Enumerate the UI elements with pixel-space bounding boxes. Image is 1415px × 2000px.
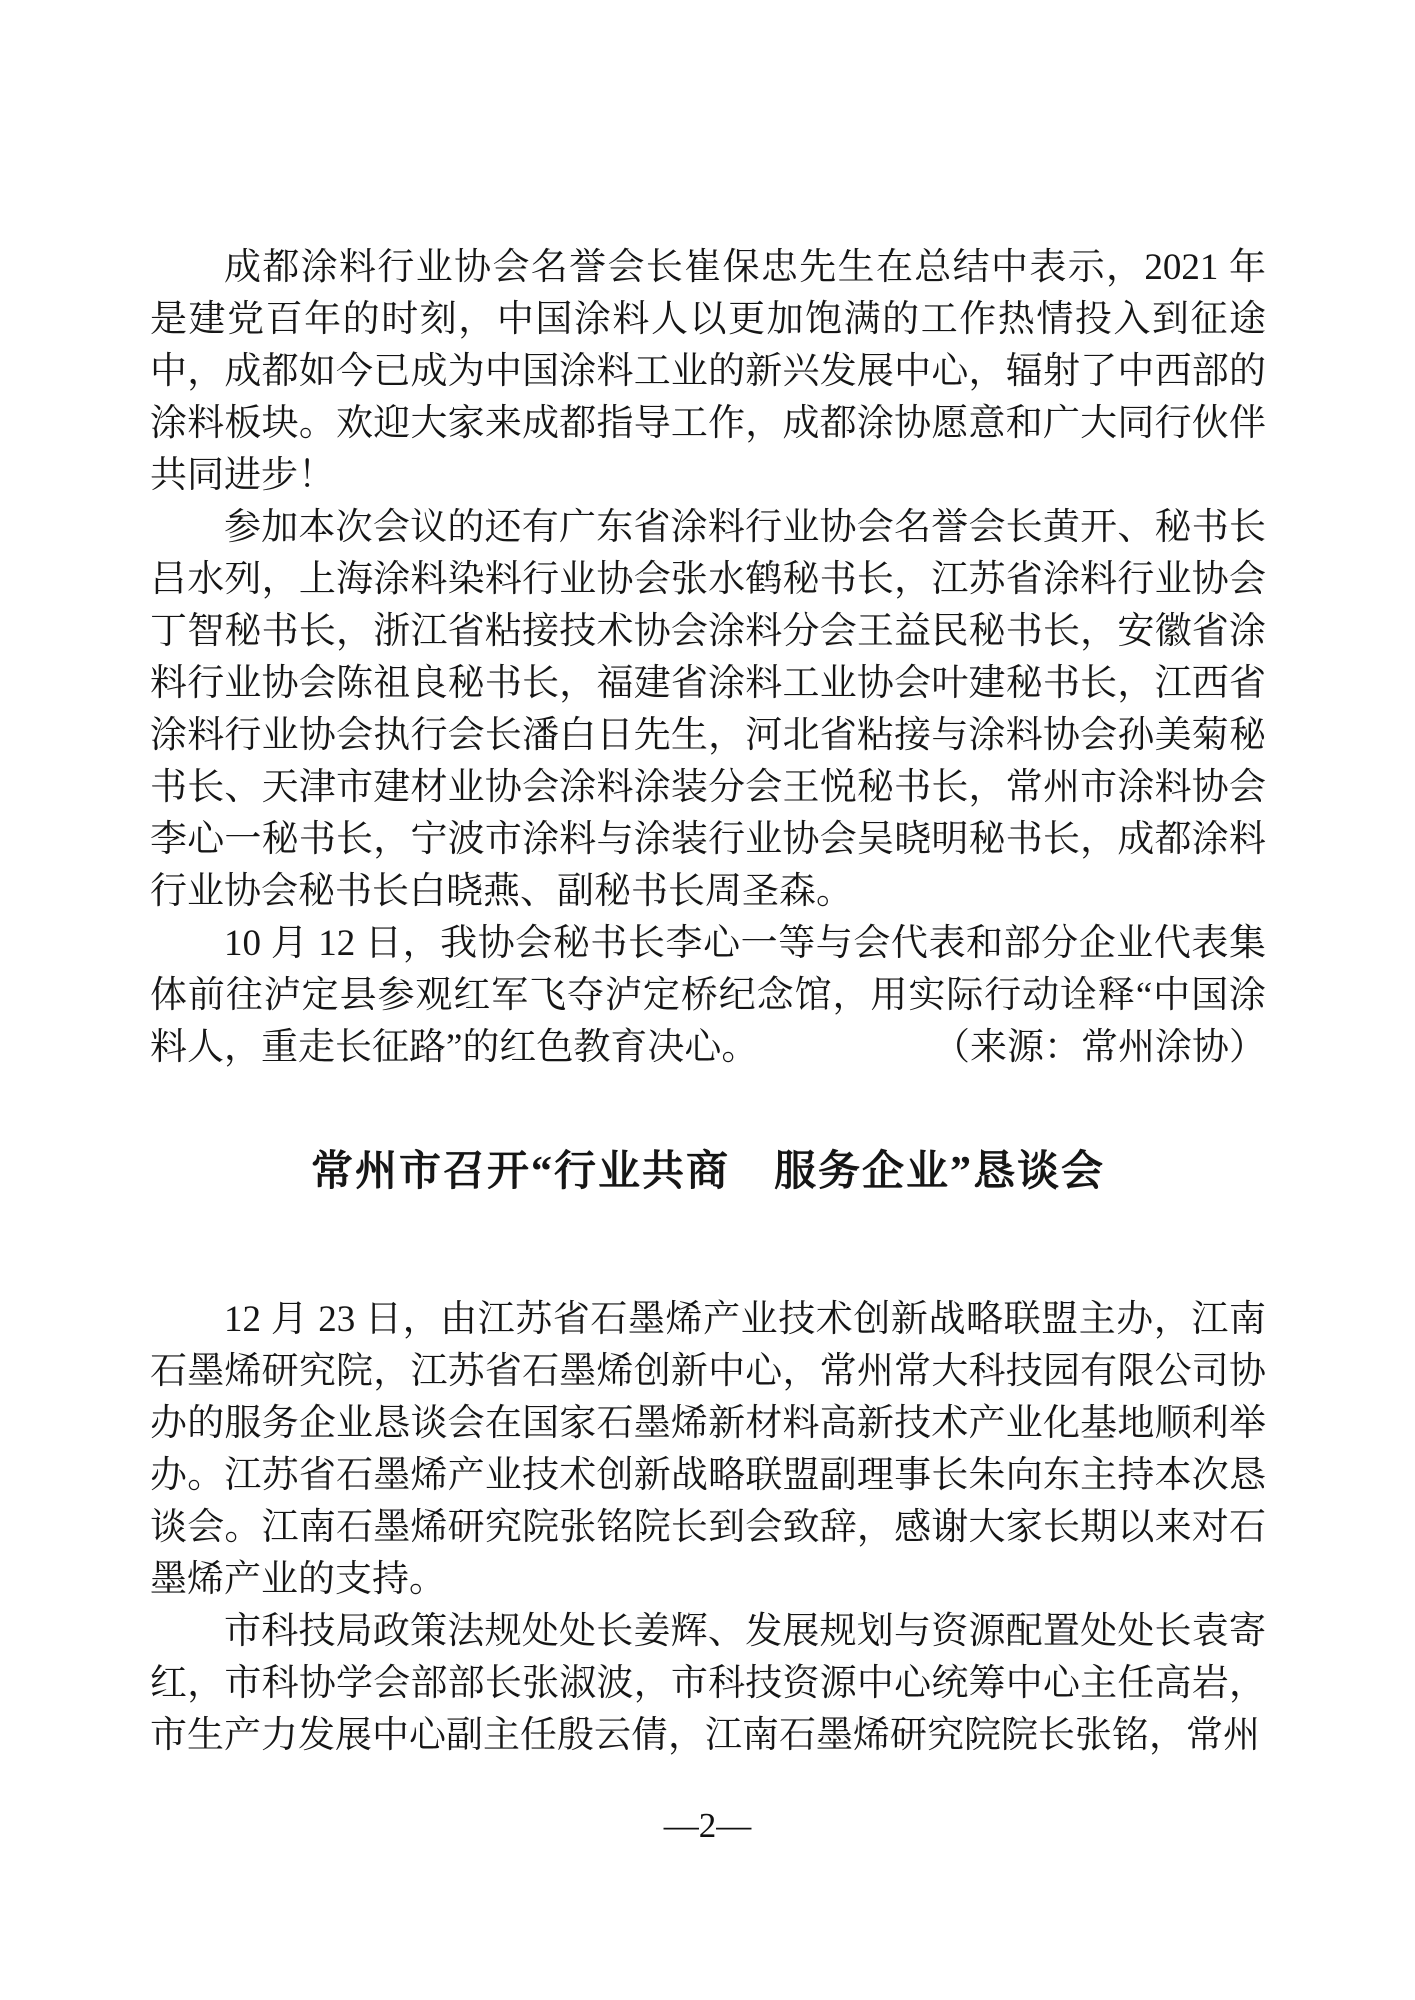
paragraph-meeting-intro: 12 月 23 日，由江苏省石墨烯产业技术创新战略联盟主办，江南石墨烯研究院，江苏省石墨烯创新中心，常州常大科技园有限公司协办的服务企业恳谈会在国家石墨烯新材料高新技术产业化基地顺利举办。江苏省石墨烯产业技术创新战略联盟副理事长朱向东主持本次恳谈会。江南石墨烯研究院张铭院长到会致辞，感谢大家长期以来对石墨烯产业的支持。 [150,1299,1266,1600]
paragraph-luding-visit-text: 10 月 12 日，我协会秘书长李心一等与会代表和部分企业代表集体前往泸定县参观红军飞夺泸定桥纪念馆，用实际行动诠释“中国涂料人，重走长征路”的红色教育决心。 [150,923,1266,1068]
page-number: —2— [663,1806,752,1845]
paragraph-summary-remarks: 成都涂料行业协会名誉会长崔保忠先生在总结中表示，2021 年是建党百年的时刻，中国涂料人以更加饱满的工作热情投入到征途中，成都如今已成为中国涂料工业的新兴发展中心，辐射了中西部的涂料板块。欢迎大家来成都指导工作，成都涂协愿意和广大同行伙伴共同进步！ [150,247,1266,496]
source-attribution: （来源：常州涂协） [933,1027,1266,1068]
article-title: 常州市召开“行业共商 服务企业”恳谈会 [310,1149,1105,1195]
paragraph-luding-visit [150,918,1266,1074]
page-content [150,0,1266,1762]
paragraph-attendee-list: 参加本次会议的还有广东省涂料行业协会名誉会长黄开、秘书长吕水列，上海涂料染料行业协会张水鹤秘书长，江苏省涂料行业协会丁智秘书长，浙江省粘接技术协会涂料分会王益民秘书长，安徽省涂料行业协会陈祖良秘书长，福建省涂料工业协会叶建秘书长，江西省涂料行业协会执行会长潘白日先生，河北省粘接与涂料协会孙美菊秘书长、天津市建材业协会涂料涂装分会王悦秘书长，常州市涂料协会李心一秘书长，宁波市涂料与涂装行业协会吴晓明秘书长，成都涂料行业协会秘书长白晓燕、副秘书长周圣森。 [150,507,1266,912]
paragraph-meeting-officials: 市科技局政策法规处处长姜辉、发展规划与资源配置处处长袁寄红，市科协学会部部长张淑波，市科技资源中心统筹中心主任高岩，市生产力发展中心副主任殷云倩，江南石墨烯研究院院长张铭，常州 [150,1611,1266,1756]
